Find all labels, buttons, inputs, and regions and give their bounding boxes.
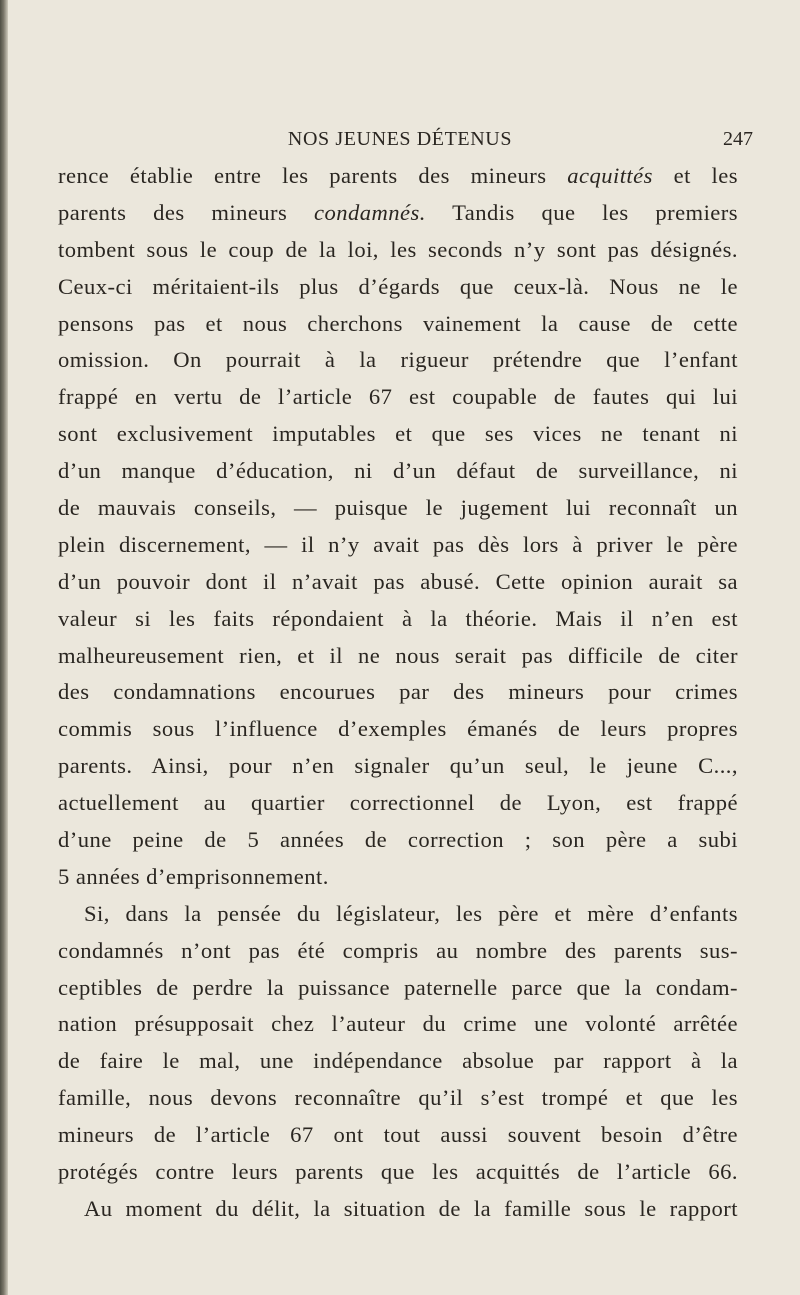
text-line: mineurs de l’article 67 ont tout aussi souvent besoin d’être	[58, 1122, 738, 1148]
text-line: commis sous l’influence d’exemples émanés de leurs propres	[58, 716, 738, 742]
text-line: d’une peine de 5 années de correction ; son père a subi	[58, 827, 738, 853]
text-line: pensons pas et nous cherchons vainement la cause de cette	[58, 310, 738, 336]
text-line: 5 années d’emprisonnement.	[58, 863, 329, 889]
text-line: tombent sous le coup de la loi, les seconds n’y sont pas désignés.	[58, 236, 738, 262]
text-line: omission. On pourrait à la rigueur prétendre que l’enfant	[58, 347, 738, 373]
page-number: 247	[723, 128, 753, 150]
text-line: plein discernement, — il n’y avait pas dès lors à priver le père	[58, 531, 738, 557]
text-line: d’un manque d’éducation, ni d’un défaut de surveillance, ni	[58, 458, 738, 484]
text-line: actuellement au quartier correctionnel de Lyon, est frappé	[58, 790, 738, 816]
text-line: parents des mineurs condamnés. Tandis que les premiers	[58, 199, 738, 225]
text-line: Ceux-ci méritaient-ils plus d’égards que ceux-là. Nous ne le	[58, 273, 738, 299]
text-line: ceptibles de perdre la puissance paternelle parce que la condam-	[58, 974, 738, 1000]
text-line: des condamnations encourues par des mineurs pour crimes	[58, 679, 738, 705]
page-binding-edge	[0, 0, 8, 1295]
text-line: famille, nous devons reconnaître qu’il s’est trompé et que les	[58, 1085, 738, 1111]
text-line: malheureusement rien, et il ne nous serait pas difficile de citer	[58, 642, 738, 668]
text-line: nation présupposait chez l’auteur du crime une volonté arrêtée	[58, 1011, 738, 1037]
text-line: Au moment du délit, la situation de la famille sous le rapport	[84, 1195, 738, 1221]
text-line: condamnés n’ont pas été compris au nombre des parents sus-	[58, 937, 738, 963]
text-line: rence établie entre les parents des mineurs acquittés et les	[58, 163, 738, 188]
text-line: de mauvais conseils, — puisque le jugement lui reconnaît un	[58, 495, 738, 521]
text-line: frappé en vertu de l’article 67 est coupable de fautes qui lui	[58, 384, 738, 410]
text-line: protégés contre leurs parents que les acquittés de l’article 66.	[58, 1159, 738, 1185]
page-header	[0, 128, 800, 158]
text-line: valeur si les faits répondaient à la théorie. Mais il n’en est	[58, 605, 738, 631]
body-text	[58, 158, 738, 1228]
text-line: sont exclusivement imputables et que ses vices ne tenant ni	[58, 421, 738, 447]
text-line: Si, dans la pensée du législateur, les père et mère d’enfants	[84, 900, 738, 926]
text-line: d’un pouvoir dont il n’avait pas abusé. Cette opinion aurait sa	[58, 568, 738, 594]
text-line: parents. Ainsi, pour n’en signaler qu’un seul, le jeune C...,	[58, 753, 738, 779]
running-title: NOS JEUNES DÉTENUS	[287, 128, 513, 150]
text-line: de faire le mal, une indépendance absolue par rapport à la	[58, 1048, 738, 1074]
